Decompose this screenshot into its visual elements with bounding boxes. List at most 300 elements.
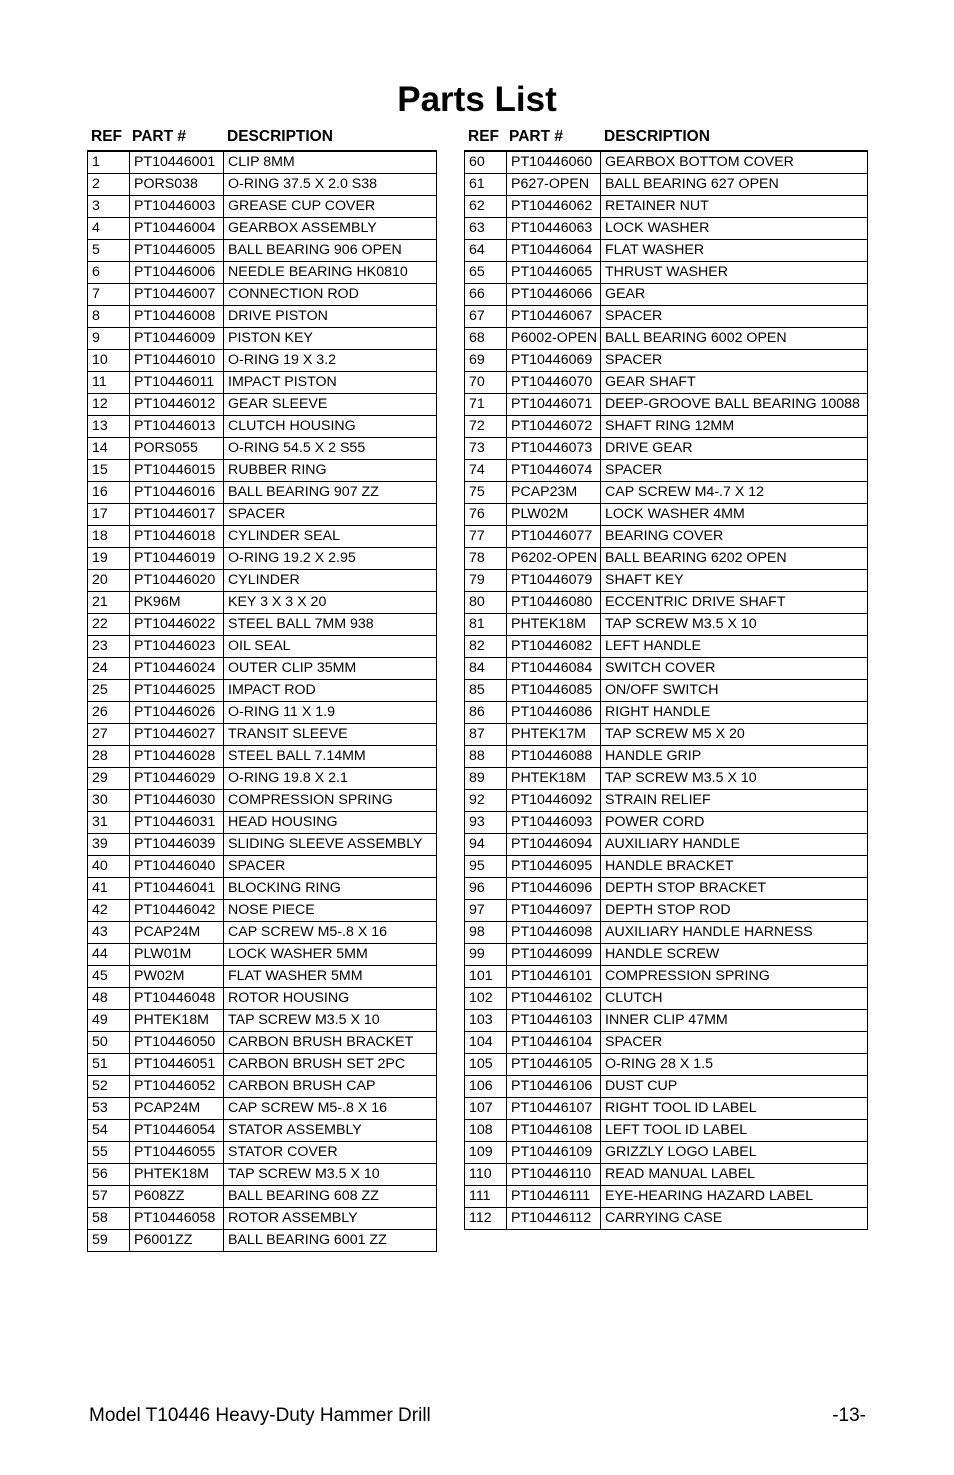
part-number-cell: P608ZZ — [130, 1186, 224, 1208]
ref-cell: 107 — [465, 1098, 507, 1120]
ref-header: REF — [468, 128, 499, 145]
part-number-cell: P6002-OPEN — [507, 328, 601, 350]
description-cell: DUST CUP — [601, 1076, 868, 1098]
table-row — [88, 504, 437, 526]
description-cell: FLAT WASHER 5MM — [224, 966, 437, 988]
description-cell: TAP SCREW M3.5 X 10 — [224, 1164, 437, 1186]
description-cell: NEEDLE BEARING HK0810 — [224, 262, 437, 284]
table-row — [88, 680, 437, 702]
ref-cell: 58 — [88, 1208, 130, 1230]
description-cell: EYE-HEARING HAZARD LABEL — [601, 1186, 868, 1208]
description-cell: CAP SCREW M5-.8 X 16 — [224, 922, 437, 944]
description-cell: STEEL BALL 7.14MM — [224, 746, 437, 768]
ref-cell: 57 — [88, 1186, 130, 1208]
table-row — [88, 592, 437, 614]
ref-cell: 40 — [88, 856, 130, 878]
table-row — [88, 812, 437, 834]
table-row — [88, 1208, 437, 1230]
ref-cell: 108 — [465, 1120, 507, 1142]
part-number-cell: PT10446088 — [507, 746, 601, 768]
description-cell: STEEL BALL 7MM 938 — [224, 614, 437, 636]
table-row — [465, 1208, 868, 1230]
table-row — [88, 988, 437, 1010]
table-row — [465, 592, 868, 614]
description-header: DESCRIPTION — [604, 128, 710, 145]
ref-cell: 55 — [88, 1142, 130, 1164]
table-row — [465, 372, 868, 394]
description-cell: HANDLE SCREW — [601, 944, 868, 966]
table-row — [465, 438, 868, 460]
table-row — [88, 702, 437, 724]
part-header: PART # — [132, 128, 186, 145]
description-cell: STATOR COVER — [224, 1142, 437, 1164]
table-row — [465, 768, 868, 790]
ref-cell: 89 — [465, 768, 507, 790]
description-cell: GRIZZLY LOGO LABEL — [601, 1142, 868, 1164]
part-number-cell: PT10446026 — [130, 702, 224, 724]
table-row — [465, 504, 868, 526]
ref-cell: 67 — [465, 306, 507, 328]
ref-cell: 27 — [88, 724, 130, 746]
description-cell: SPACER — [601, 1032, 868, 1054]
part-number-cell: PT10446104 — [507, 1032, 601, 1054]
description-cell: DEEP-GROOVE BALL BEARING 10088 — [601, 394, 868, 416]
part-number-cell: PT10446060 — [507, 151, 601, 174]
description-cell: BALL BEARING 6202 OPEN — [601, 548, 868, 570]
part-number-cell: PT10446028 — [130, 746, 224, 768]
table-row — [465, 218, 868, 240]
part-number-cell: PT10446072 — [507, 416, 601, 438]
table-row — [88, 284, 437, 306]
part-number-cell: PT10446040 — [130, 856, 224, 878]
ref-cell: 41 — [88, 878, 130, 900]
ref-cell: 1 — [88, 151, 130, 174]
part-number-cell: PT10446092 — [507, 790, 601, 812]
ref-cell: 16 — [88, 482, 130, 504]
ref-cell: 103 — [465, 1010, 507, 1032]
ref-cell: 7 — [88, 284, 130, 306]
part-number-cell: P627-OPEN — [507, 174, 601, 196]
part-number-cell: PT10446058 — [130, 1208, 224, 1230]
description-cell: CYLINDER SEAL — [224, 526, 437, 548]
part-number-cell: PCAP24M — [130, 922, 224, 944]
part-number-cell: PT10446024 — [130, 658, 224, 680]
table-row — [465, 746, 868, 768]
part-number-cell: PT10446063 — [507, 218, 601, 240]
part-number-cell: PT10446029 — [130, 768, 224, 790]
table-row — [88, 526, 437, 548]
ref-cell: 81 — [465, 614, 507, 636]
part-number-cell: PT10446003 — [130, 196, 224, 218]
table-row — [465, 196, 868, 218]
part-number-cell: PT10446017 — [130, 504, 224, 526]
part-number-cell: PT10446013 — [130, 416, 224, 438]
table-row — [465, 856, 868, 878]
table-row — [465, 1098, 868, 1120]
table-row — [465, 702, 868, 724]
ref-cell: 22 — [88, 614, 130, 636]
description-cell: CONNECTION ROD — [224, 284, 437, 306]
ref-cell: 95 — [465, 856, 507, 878]
part-number-cell: PT10446023 — [130, 636, 224, 658]
part-number-cell: PT10446020 — [130, 570, 224, 592]
description-cell: POWER CORD — [601, 812, 868, 834]
table-row — [465, 306, 868, 328]
description-cell: CAP SCREW M5-.8 X 16 — [224, 1098, 437, 1120]
part-number-cell: PT10446071 — [507, 394, 601, 416]
ref-cell: 8 — [88, 306, 130, 328]
ref-cell: 72 — [465, 416, 507, 438]
part-number-cell: PT10446025 — [130, 680, 224, 702]
description-cell: TAP SCREW M3.5 X 10 — [601, 614, 868, 636]
part-number-cell: PT10446006 — [130, 262, 224, 284]
description-cell: RIGHT TOOL ID LABEL — [601, 1098, 868, 1120]
ref-cell: 64 — [465, 240, 507, 262]
ref-cell: 71 — [465, 394, 507, 416]
ref-cell: 79 — [465, 570, 507, 592]
description-cell: FLAT WASHER — [601, 240, 868, 262]
ref-cell: 61 — [465, 174, 507, 196]
description-cell: TAP SCREW M3.5 X 10 — [224, 1010, 437, 1032]
ref-cell: 94 — [465, 834, 507, 856]
table-row — [88, 1032, 437, 1054]
description-cell: CARRYING CASE — [601, 1208, 868, 1230]
description-cell: PISTON KEY — [224, 328, 437, 350]
description-cell: NOSE PIECE — [224, 900, 437, 922]
part-number-cell: PT10446102 — [507, 988, 601, 1010]
part-number-cell: PT10446074 — [507, 460, 601, 482]
description-cell: ROTOR ASSEMBLY — [224, 1208, 437, 1230]
description-cell: O-RING 54.5 X 2 S55 — [224, 438, 437, 460]
ref-cell: 19 — [88, 548, 130, 570]
part-number-cell: PT10446085 — [507, 680, 601, 702]
table-row — [88, 350, 437, 372]
part-number-cell: PT10446039 — [130, 834, 224, 856]
ref-cell: 78 — [465, 548, 507, 570]
part-number-cell: PT10446065 — [507, 262, 601, 284]
description-cell: DRIVE PISTON — [224, 306, 437, 328]
ref-cell: 6 — [88, 262, 130, 284]
part-number-cell: PT10446054 — [130, 1120, 224, 1142]
description-cell: O-RING 19.2 X 2.95 — [224, 548, 437, 570]
part-number-cell: PT10446070 — [507, 372, 601, 394]
part-number-cell: PT10446010 — [130, 350, 224, 372]
ref-cell: 25 — [88, 680, 130, 702]
ref-cell: 87 — [465, 724, 507, 746]
description-cell: HANDLE GRIP — [601, 746, 868, 768]
ref-cell: 51 — [88, 1054, 130, 1076]
ref-cell: 44 — [88, 944, 130, 966]
description-cell: THRUST WASHER — [601, 262, 868, 284]
table-row — [465, 1054, 868, 1076]
part-number-cell: PT10446030 — [130, 790, 224, 812]
table-row — [465, 988, 868, 1010]
table-row — [465, 922, 868, 944]
table-row — [465, 834, 868, 856]
table-row — [88, 416, 437, 438]
part-number-cell: PT10446009 — [130, 328, 224, 350]
part-number-cell: PW02M — [130, 966, 224, 988]
part-number-cell: PCAP23M — [507, 482, 601, 504]
description-cell: CLUTCH — [601, 988, 868, 1010]
ref-cell: 66 — [465, 284, 507, 306]
part-number-cell: PT10446062 — [507, 196, 601, 218]
table-row — [465, 328, 868, 350]
ref-cell: 77 — [465, 526, 507, 548]
part-number-cell: PT10446012 — [130, 394, 224, 416]
ref-cell: 75 — [465, 482, 507, 504]
description-cell: GEAR — [601, 284, 868, 306]
ref-cell: 50 — [88, 1032, 130, 1054]
table-row — [88, 1186, 437, 1208]
ref-cell: 9 — [88, 328, 130, 350]
table-row — [465, 460, 868, 482]
table-row — [88, 262, 437, 284]
part-number-cell: PT10446008 — [130, 306, 224, 328]
description-cell: BALL BEARING 6001 ZZ — [224, 1230, 437, 1252]
part-number-cell: PT10446005 — [130, 240, 224, 262]
part-number-cell: PT10446011 — [130, 372, 224, 394]
table-row — [88, 856, 437, 878]
description-cell: ECCENTRIC DRIVE SHAFT — [601, 592, 868, 614]
part-number-cell: PT10446016 — [130, 482, 224, 504]
description-cell: GEARBOX BOTTOM COVER — [601, 151, 868, 174]
description-cell: GEAR SLEEVE — [224, 394, 437, 416]
part-number-cell: PT10446094 — [507, 834, 601, 856]
ref-cell: 97 — [465, 900, 507, 922]
description-cell: COMPRESSION SPRING — [601, 966, 868, 988]
description-cell: HEAD HOUSING — [224, 812, 437, 834]
ref-cell: 62 — [465, 196, 507, 218]
table-row — [88, 1076, 437, 1098]
description-cell: LEFT HANDLE — [601, 636, 868, 658]
description-cell: O-RING 19 X 3.2 — [224, 350, 437, 372]
description-cell: AUXILIARY HANDLE HARNESS — [601, 922, 868, 944]
description-header: DESCRIPTION — [227, 128, 333, 145]
description-cell: SPACER — [601, 350, 868, 372]
ref-cell: 74 — [465, 460, 507, 482]
table-row — [88, 372, 437, 394]
ref-cell: 4 — [88, 218, 130, 240]
page-number: -13- — [832, 1405, 866, 1426]
description-cell: HANDLE BRACKET — [601, 856, 868, 878]
ref-cell: 45 — [88, 966, 130, 988]
table-row — [88, 460, 437, 482]
ref-cell: 110 — [465, 1164, 507, 1186]
description-cell: DEPTH STOP ROD — [601, 900, 868, 922]
table-row — [465, 416, 868, 438]
ref-header: REF — [91, 128, 122, 145]
part-number-cell: PT10446099 — [507, 944, 601, 966]
part-number-cell: PT10446018 — [130, 526, 224, 548]
ref-cell: 18 — [88, 526, 130, 548]
description-cell: BALL BEARING 906 OPEN — [224, 240, 437, 262]
description-cell: RUBBER RING — [224, 460, 437, 482]
description-cell: LOCK WASHER 4MM — [601, 504, 868, 526]
table-row — [465, 658, 868, 680]
description-cell: DEPTH STOP BRACKET — [601, 878, 868, 900]
description-cell: READ MANUAL LABEL — [601, 1164, 868, 1186]
part-number-cell: P6202-OPEN — [507, 548, 601, 570]
part-number-cell: PT10446019 — [130, 548, 224, 570]
ref-cell: 11 — [88, 372, 130, 394]
ref-cell: 53 — [88, 1098, 130, 1120]
description-cell: COMPRESSION SPRING — [224, 790, 437, 812]
ref-cell: 26 — [88, 702, 130, 724]
part-number-cell: PT10446106 — [507, 1076, 601, 1098]
ref-cell: 3 — [88, 196, 130, 218]
description-cell: LOCK WASHER — [601, 218, 868, 240]
ref-cell: 76 — [465, 504, 507, 526]
description-cell: BALL BEARING 6002 OPEN — [601, 328, 868, 350]
part-number-cell: PT10446084 — [507, 658, 601, 680]
ref-cell: 30 — [88, 790, 130, 812]
description-cell: SPACER — [601, 306, 868, 328]
table-row — [465, 1120, 868, 1142]
ref-cell: 99 — [465, 944, 507, 966]
part-number-cell: PT10446007 — [130, 284, 224, 306]
table-row — [465, 944, 868, 966]
description-cell: SPACER — [224, 504, 437, 526]
part-number-cell: PCAP24M — [130, 1098, 224, 1120]
ref-cell: 21 — [88, 592, 130, 614]
description-cell: SWITCH COVER — [601, 658, 868, 680]
description-cell: STRAIN RELIEF — [601, 790, 868, 812]
part-header: PART # — [509, 128, 563, 145]
part-number-cell: PT10446064 — [507, 240, 601, 262]
ref-cell: 20 — [88, 570, 130, 592]
table-row — [88, 306, 437, 328]
description-cell: OUTER CLIP 35MM — [224, 658, 437, 680]
table-row — [88, 900, 437, 922]
table-row — [88, 790, 437, 812]
table-row — [465, 240, 868, 262]
part-number-cell: PT10446098 — [507, 922, 601, 944]
description-cell: ON/OFF SWITCH — [601, 680, 868, 702]
table-row — [465, 570, 868, 592]
ref-cell: 56 — [88, 1164, 130, 1186]
table-row — [88, 636, 437, 658]
description-cell: O-RING 11 X 1.9 — [224, 702, 437, 724]
part-number-cell: PT10446107 — [507, 1098, 601, 1120]
ref-cell: 17 — [88, 504, 130, 526]
ref-cell: 28 — [88, 746, 130, 768]
part-number-cell: PT10446112 — [507, 1208, 601, 1230]
ref-cell: 93 — [465, 812, 507, 834]
table-row — [88, 548, 437, 570]
part-number-cell: PT10446004 — [130, 218, 224, 240]
page-title: Parts List — [397, 80, 557, 119]
description-cell: GREASE CUP COVER — [224, 196, 437, 218]
table-row — [465, 614, 868, 636]
table-row — [88, 394, 437, 416]
table-row — [465, 548, 868, 570]
table-row — [88, 438, 437, 460]
description-cell: INNER CLIP 47MM — [601, 1010, 868, 1032]
ref-cell: 101 — [465, 966, 507, 988]
description-cell: BLOCKING RING — [224, 878, 437, 900]
right-column-headers — [464, 126, 867, 148]
ref-cell: 52 — [88, 1076, 130, 1098]
part-number-cell: PT10446105 — [507, 1054, 601, 1076]
left-column-headers — [87, 126, 436, 148]
footer-model: Model T10446 Heavy-Duty Hammer Drill — [89, 1405, 431, 1426]
ref-cell: 70 — [465, 372, 507, 394]
description-cell: AUXILIARY HANDLE — [601, 834, 868, 856]
ref-cell: 43 — [88, 922, 130, 944]
ref-cell: 88 — [465, 746, 507, 768]
table-row — [88, 174, 437, 196]
ref-cell: 69 — [465, 350, 507, 372]
part-number-cell: PT10446108 — [507, 1120, 601, 1142]
table-row — [88, 218, 437, 240]
table-row — [88, 1120, 437, 1142]
ref-cell: 111 — [465, 1186, 507, 1208]
description-cell: IMPACT PISTON — [224, 372, 437, 394]
description-cell: GEAR SHAFT — [601, 372, 868, 394]
description-cell: SHAFT RING 12MM — [601, 416, 868, 438]
table-row — [88, 614, 437, 636]
ref-cell: 42 — [88, 900, 130, 922]
part-number-cell: PT10446086 — [507, 702, 601, 724]
part-number-cell: PT10446050 — [130, 1032, 224, 1054]
description-cell: TRANSIT SLEEVE — [224, 724, 437, 746]
ref-cell: 23 — [88, 636, 130, 658]
table-row — [88, 570, 437, 592]
ref-cell: 48 — [88, 988, 130, 1010]
table-row — [465, 1142, 868, 1164]
table-row — [465, 284, 868, 306]
table-row — [465, 1032, 868, 1054]
ref-cell: 12 — [88, 394, 130, 416]
description-cell: DRIVE GEAR — [601, 438, 868, 460]
description-cell: O-RING 28 X 1.5 — [601, 1054, 868, 1076]
table-row — [88, 768, 437, 790]
table-row — [88, 328, 437, 350]
part-number-cell: PT10446079 — [507, 570, 601, 592]
parts-table-right — [464, 150, 868, 1230]
table-row — [465, 1076, 868, 1098]
part-number-cell: PHTEK18M — [130, 1010, 224, 1032]
description-cell: BALL BEARING 907 ZZ — [224, 482, 437, 504]
table-row — [88, 1142, 437, 1164]
ref-cell: 85 — [465, 680, 507, 702]
part-number-cell: PT10446042 — [130, 900, 224, 922]
part-number-cell: PK96M — [130, 592, 224, 614]
description-cell: RETAINER NUT — [601, 196, 868, 218]
table-row — [465, 900, 868, 922]
part-number-cell: PT10446066 — [507, 284, 601, 306]
table-row — [465, 482, 868, 504]
part-number-cell: PT10446027 — [130, 724, 224, 746]
description-cell: ROTOR HOUSING — [224, 988, 437, 1010]
table-row — [88, 878, 437, 900]
table-row — [465, 636, 868, 658]
description-cell: KEY 3 X 3 X 20 — [224, 592, 437, 614]
part-number-cell: PT10446031 — [130, 812, 224, 834]
part-number-cell: PT10446101 — [507, 966, 601, 988]
ref-cell: 29 — [88, 768, 130, 790]
part-number-cell: PT10446073 — [507, 438, 601, 460]
ref-cell: 112 — [465, 1208, 507, 1230]
part-number-cell: PHTEK17M — [507, 724, 601, 746]
ref-cell: 15 — [88, 460, 130, 482]
table-row — [465, 394, 868, 416]
ref-cell: 105 — [465, 1054, 507, 1076]
part-number-cell: PORS055 — [130, 438, 224, 460]
table-row — [88, 746, 437, 768]
table-row — [465, 878, 868, 900]
